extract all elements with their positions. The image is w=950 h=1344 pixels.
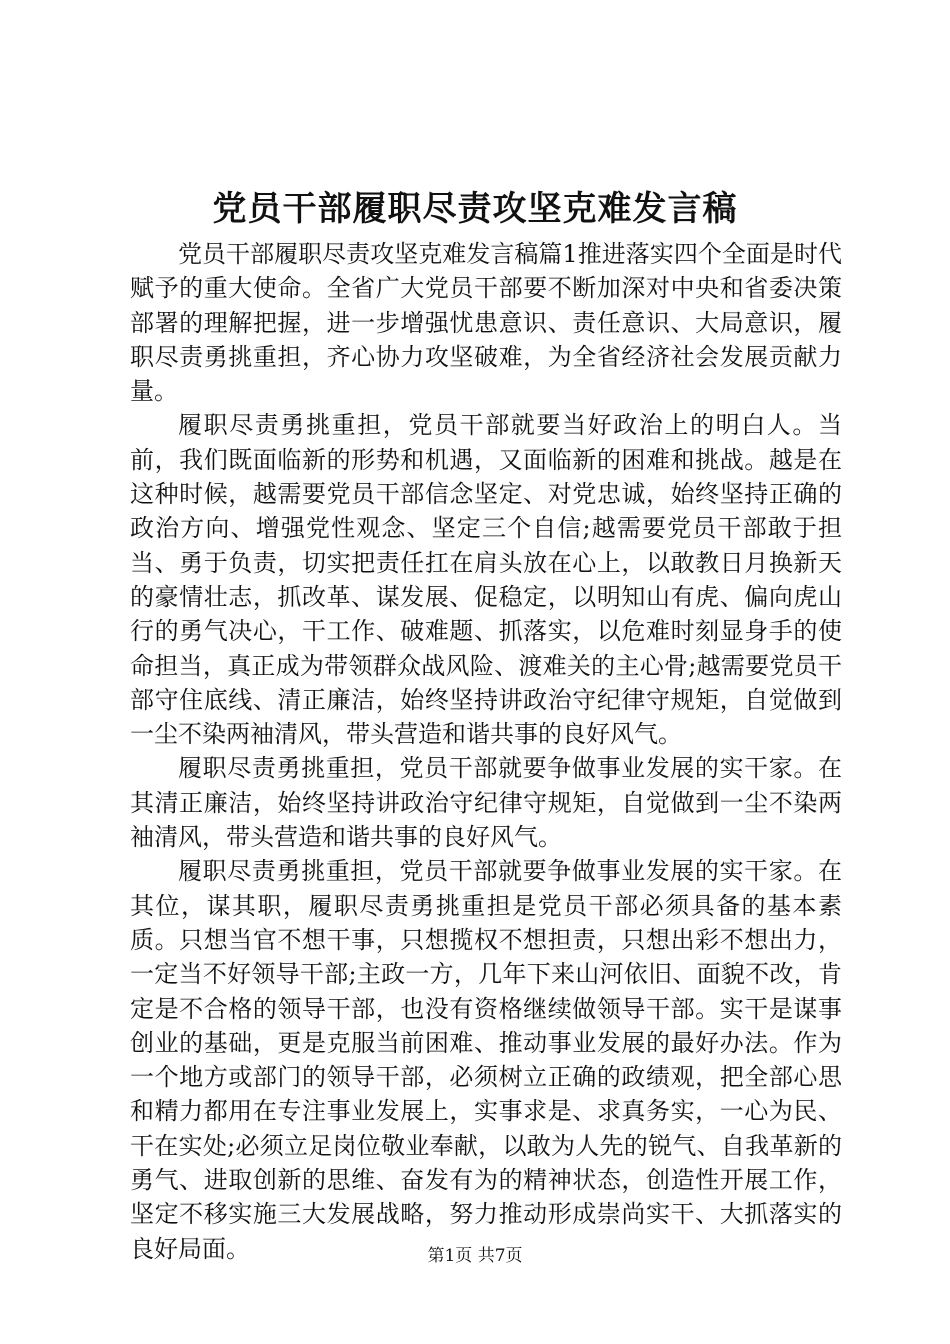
page-footer: 第1页 共7页 — [427, 1246, 523, 1266]
document-title: 党员干部履职尽责攻坚克难发言稿 — [212, 189, 738, 229]
paragraph-1: 党员干部履职尽责攻坚克难发言稿篇1推进落实四个全面是时代赋予的重大使命。全省广大党员干部要不断加深对中央和省委决策部署的理解把握，进一步增强忧患意识、责任意识、大局意识，履职尽责勇挑重担，齐心协力攻坚破难，为全省经济社会发展贡献力量。 — [130, 240, 842, 406]
paragraph-2: 履职尽责勇挑重担，党员干部就要当好政治上的明白人。当前，我们既面临新的形势和机遇，又面临新的困难和挑战。越是在这种时候，越需要党员干部信念坚定、对党忠诚，始终坚持正确的政治方向、增强党性观念、坚定三个自信;越需要党员干部敢于担当、勇于负责，切实把责任扛在肩头放在心上，以敢教日月换新天的豪情壮志，抓改革、谋发展、促稳定，以明知山有虎、偏向虎山行的勇气决心，干工作、破难题、抓落实，以危难时刻显身手的使命担当，真正成为带领群众战风险、渡难关的主心骨;越需要党员干部守住底线、清正廉洁，始终坚持讲政治守纪律守规矩，自觉做到一尘不染两袖清风，带头营造和谐共事的良好风气。 — [130, 411, 842, 749]
document-body — [130, 237, 842, 1266]
paragraph-4: 履职尽责勇挑重担，党员干部就要争做事业发展的实干家。在其位，谋其职，履职尽责勇挑重担是党员干部必须具备的基本素质。只想当官不想干事，只想揽权不想担责，只想出彩不想出力，一定当不好领导干部;主政一方，几年下来山河依旧、面貌不改，肯定是不合格的领导干部，也没有资格继续做领导干部。实干是谋事创业的基础，更是克服当前困难、推动事业发展的最好办法。作为一个地方或部门的领导干部，必须树立正确的政绩观，把全部心思和精力都用在专注事业发展上，实事求是、求真务实，一心为民、干在实处;必须立足岗位敬业奉献，以敢为人先的锐气、自我革新的勇气、进取创新的思维、奋发有为的精神状态，创造性开展工作，坚定不移实施三大发展战略，努力推动形成崇尚实干、大抓落实的良好局面。 — [130, 857, 842, 1263]
paragraph-3: 履职尽责勇挑重担，党员干部就要争做事业发展的实干家。在其清正廉洁，始终坚持讲政治守纪律守规矩，自觉做到一尘不染两袖清风，带头营造和谐共事的良好风气。 — [130, 754, 842, 852]
